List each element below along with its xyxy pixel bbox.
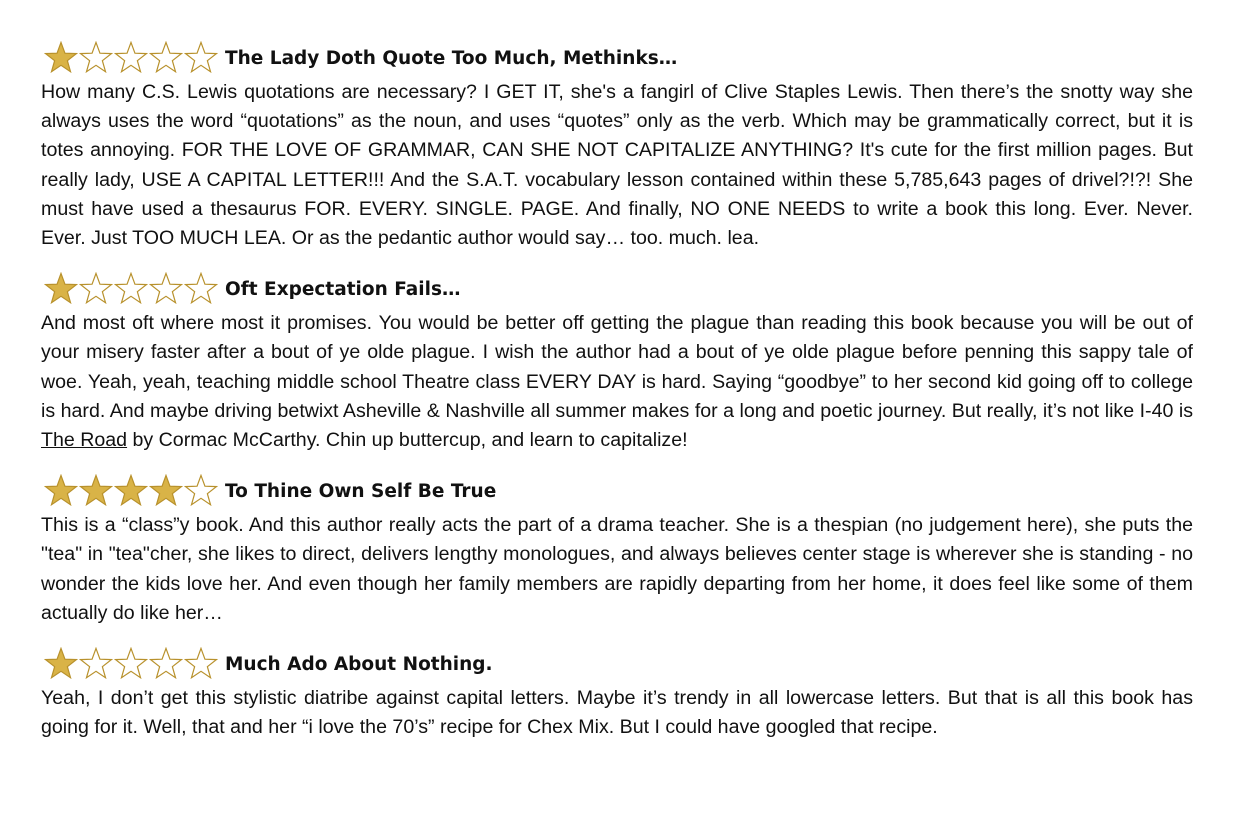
review-body-text: by Cormac McCarthy. Chin up buttercup, and learn to capitalize! xyxy=(127,429,688,452)
review-title: Oft Expectation Fails… xyxy=(225,278,461,300)
star-filled-icon xyxy=(44,41,78,75)
review-body-text: And most oft where most it promises. You would be better off getting the plague than reading this book because you will be out of your misery faster after a bout of ye olde plague. I wish the author had a bout of ye olde plague before penning this sappy tale of woe. Yeah, yeah, teaching middle school Theatre class EVERY DAY is hard. Saying “goodbye” to her second kid going off to college is hard. And maybe driving betwixt Asheville & Nashville all summer makes for a long and poetic journey. But really, it’s not like I-40 is xyxy=(41,312,1193,422)
review-4 xyxy=(41,644,1193,742)
star-empty-icon xyxy=(114,272,148,306)
star-empty-icon xyxy=(79,41,113,75)
star-empty-icon xyxy=(184,474,218,508)
star-empty-icon xyxy=(184,272,218,306)
star-rating xyxy=(44,647,219,681)
star-filled-icon xyxy=(44,474,78,508)
star-empty-icon xyxy=(79,647,113,681)
review-2 xyxy=(41,269,1193,455)
review-body xyxy=(41,309,1193,455)
star-empty-icon xyxy=(79,272,113,306)
star-filled-icon xyxy=(44,272,78,306)
book-title-reference: The Road xyxy=(41,429,128,452)
star-empty-icon xyxy=(149,272,183,306)
star-empty-icon xyxy=(114,647,148,681)
star-filled-icon xyxy=(79,474,113,508)
star-empty-icon xyxy=(184,647,218,681)
review-title: Much Ado About Nothing. xyxy=(225,653,493,675)
star-rating xyxy=(44,474,219,508)
review-title: To Thine Own Self Be True xyxy=(225,480,497,502)
star-empty-icon xyxy=(114,41,148,75)
review-header xyxy=(41,269,1193,309)
reviews-page xyxy=(41,38,1193,742)
review-header xyxy=(41,38,1193,78)
review-body: How many C.S. Lewis quotations are necessary? I GET IT, she's a fangirl of Clive Staples Lewis. Then there’s the snotty way she always uses the word “quotations” as the noun, and uses “quotes” only as the verb. Which may be grammatically correct, but it is totes annoying. FOR THE LOVE OF GRAMMAR, CAN SHE NOT CAPITALIZE ANYTHING? It's cute for the first million pages. But really lady, USE A CAPITAL LETTER!!! And the S.A.T. vocabulary lesson contained within these 5,785,643 pages of drivel?!?! She must have used a thesaurus FOR. EVERY. SINGLE. PAGE. And finally, NO ONE NEEDS to write a book this long. Ever. Never. Ever. Just TOO MUCH LEA. Or as the pedantic author would say… too. much. lea. xyxy=(41,81,1193,250)
star-filled-icon xyxy=(44,647,78,681)
star-filled-icon xyxy=(114,474,148,508)
review-header xyxy=(41,471,1193,511)
review-3 xyxy=(41,471,1193,628)
star-empty-icon xyxy=(184,41,218,75)
star-empty-icon xyxy=(149,647,183,681)
review-header xyxy=(41,644,1193,684)
review-1 xyxy=(41,38,1193,253)
star-empty-icon xyxy=(149,41,183,75)
review-body: This is a “class”y book. And this author really acts the part of a drama teacher. She is a thespian (no judgement here), she puts the "tea" in "tea"cher, she likes to direct, delivers lengthy monologues, and always believes center stage is wherever she is standing - no wonder the kids love her. And even though her family members are rapidly departing from her home, it does feel like some of them actually do like her… xyxy=(41,514,1193,624)
star-rating xyxy=(44,272,219,306)
star-rating xyxy=(44,41,219,75)
star-filled-icon xyxy=(149,474,183,508)
review-body: Yeah, I don’t get this stylistic diatribe against capital letters. Maybe it’s trendy in all lowercase letters. But that is all this book has going for it. Well, that and her “i love the 70’s” recipe for Chex Mix. But I could have googled that recipe. xyxy=(41,687,1193,739)
review-title: The Lady Doth Quote Too Much, Methinks… xyxy=(225,47,678,69)
